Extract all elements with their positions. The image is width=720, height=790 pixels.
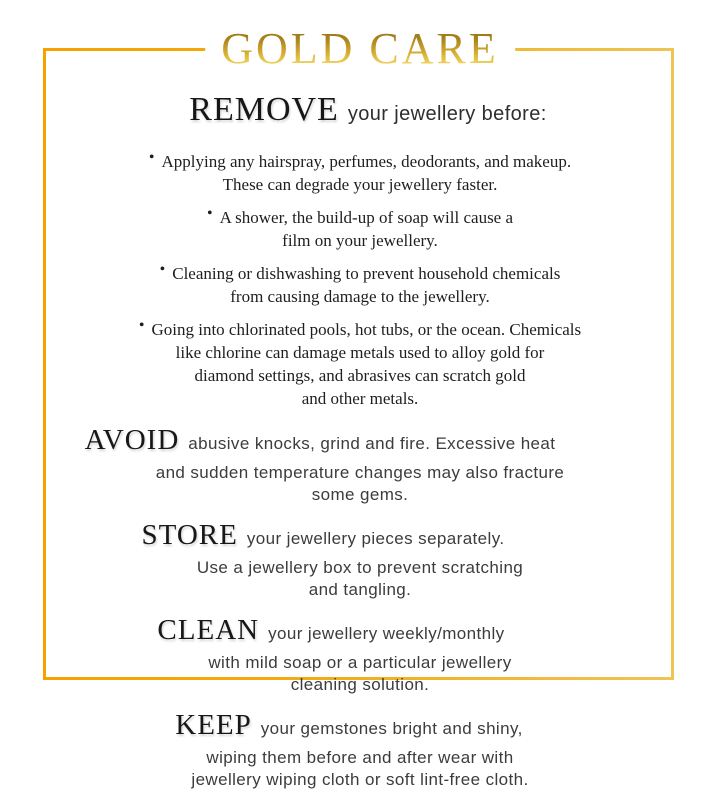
remove-bullet-list [56, 146, 664, 410]
keep-line-1: your gemstones bright and shiny, [261, 719, 523, 738]
bullet-line: and other metals. [56, 387, 664, 410]
store-line-2: Use a jewellery box to prevent scratching [56, 557, 664, 579]
bullet-text: Applying any hairspray, perfumes, deodorants, and makeup. [161, 152, 571, 171]
bullet-text: Going into chlorinated pools, hot tubs, or the ocean. Chemicals [151, 320, 581, 339]
bullet-line [56, 146, 664, 173]
section-keep [56, 708, 664, 790]
bullet-dot-icon: • [160, 258, 166, 281]
section-remove-headline [64, 90, 672, 136]
bullet-line: diamond settings, and abrasives can scratch gold [56, 364, 664, 387]
bullet-dot-icon: • [139, 314, 145, 337]
clean-line-3: cleaning solution. [56, 674, 664, 696]
store-line-1: your jewellery pieces separately. [247, 529, 505, 548]
keep-line-2: wiping them before and after wear with [56, 747, 664, 769]
clean-line-1: your jewellery weekly/monthly [268, 624, 504, 643]
section-store-headline [19, 518, 627, 557]
avoid-line-3: some gems. [56, 484, 664, 506]
page-title [205, 22, 515, 86]
avoid-line-1: abusive knocks, grind and fire. Excessive heat [188, 434, 555, 453]
section-store [56, 518, 664, 600]
bullet-line [56, 258, 664, 285]
bullet-dot-icon: • [207, 202, 213, 225]
bullet-item-pools [56, 314, 664, 410]
avoid-line-2: and sudden temperature changes may also fracture [56, 462, 664, 484]
store-heading: STORE [142, 519, 238, 551]
keep-heading: KEEP [175, 709, 252, 741]
bullet-line: like chlorine can damage metals used to alloy gold for [56, 341, 664, 364]
section-keep-headline [45, 708, 653, 747]
bullet-line [56, 314, 664, 341]
bullet-line [56, 202, 664, 229]
page-title-text: GOLD CARE [221, 24, 499, 73]
bullet-line: These can degrade your jewellery faster. [56, 173, 664, 196]
section-clean [56, 613, 664, 695]
store-line-3: and tangling. [56, 579, 664, 601]
remove-lead-text: your jewellery before: [348, 103, 547, 125]
keep-line-3: jewellery wiping cloth or soft lint-free cloth. [56, 769, 664, 790]
bullet-text: A shower, the build-up of soap will cause a [220, 208, 513, 227]
bullet-line: film on your jewellery. [56, 229, 664, 252]
section-clean-headline [27, 613, 635, 652]
care-instructions [56, 90, 664, 790]
remove-heading: REMOVE [189, 91, 339, 128]
bullet-text: Cleaning or dishwashing to prevent household chemicals [172, 264, 560, 283]
section-avoid [56, 423, 664, 505]
section-avoid-headline [16, 423, 624, 462]
clean-line-2: with mild soap or a particular jewellery [56, 652, 664, 674]
bullet-item-hairspray [56, 146, 664, 196]
bullet-item-shower [56, 202, 664, 252]
bullet-item-cleaning [56, 258, 664, 308]
clean-heading: CLEAN [157, 614, 259, 646]
avoid-heading: AVOID [85, 424, 180, 456]
bullet-line: from causing damage to the jewellery. [56, 285, 664, 308]
bullet-dot-icon: • [149, 146, 155, 169]
